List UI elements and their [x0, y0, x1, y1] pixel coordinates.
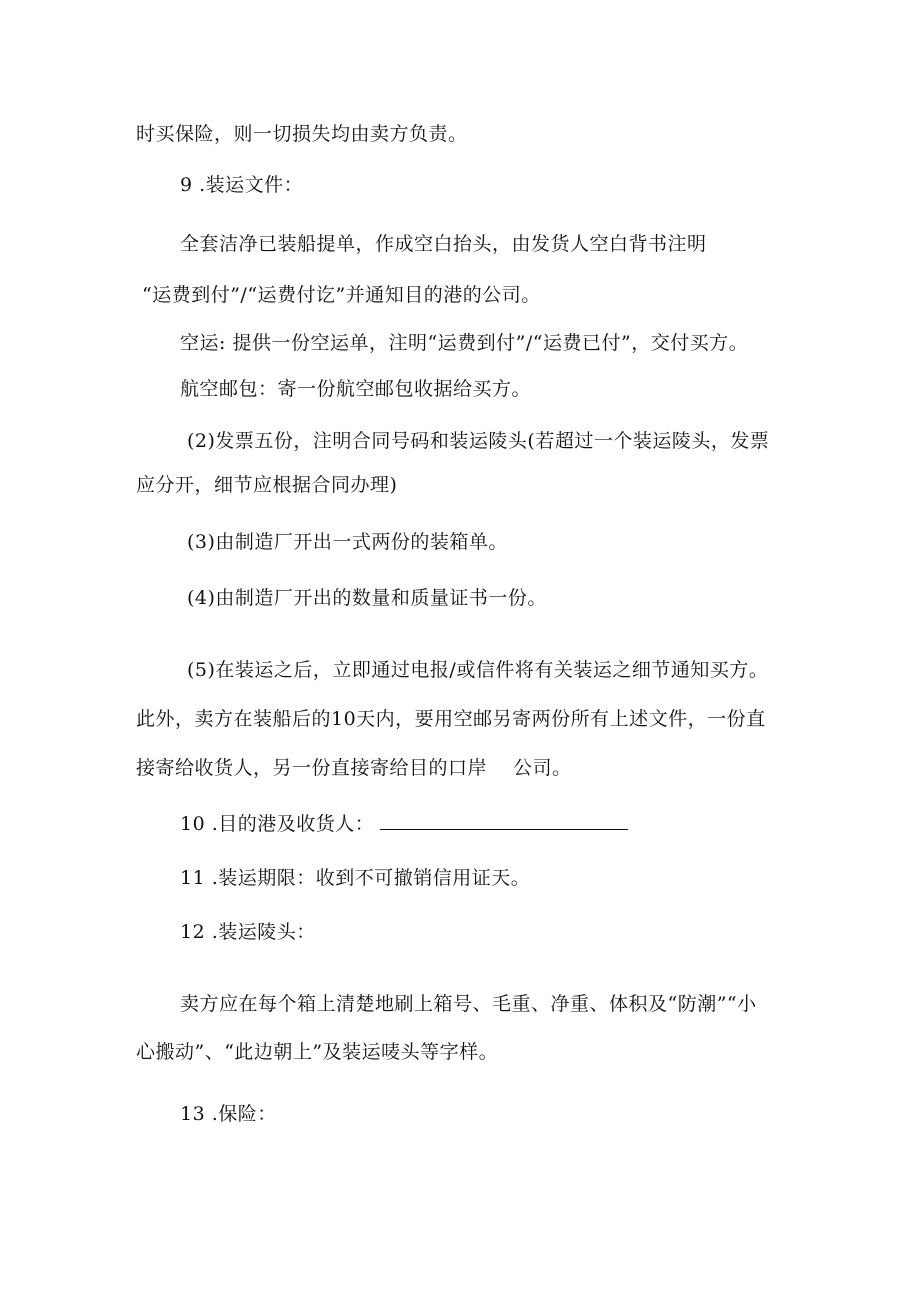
paragraph-line: “运费到付”/“运费付讫”并通知目的港的公司。: [142, 284, 541, 306]
paragraph-line: (3)由制造厂开出一式两份的装箱单。: [187, 531, 508, 553]
line-text: 接寄给收货人，另一份直接寄给目的口岸: [136, 757, 488, 779]
paragraph-line: 此外，卖方在装船后的10天内，要用空邮另寄两份所有上述文件，一份直: [136, 708, 766, 730]
section-heading-shipping-documents: 9 .装运文件：: [180, 174, 304, 196]
section-heading-shipping-marks: 12 .装运陵头：: [180, 921, 316, 943]
paragraph-line: (5)在装运之后，立即通过电报/或信件将有关装运之细节通知买方。: [187, 659, 769, 681]
fill-in-blank[interactable]: [380, 812, 628, 830]
section-heading-destination-port: [180, 812, 628, 836]
paragraph-line: 应分开，细节应根据合同办理): [136, 474, 398, 496]
line-text: 公司。: [513, 757, 572, 779]
section-heading-shipment-period: 11 .装运期限：收到不可撤销信用证天。: [180, 867, 531, 889]
section-heading-insurance: 13 .保险：: [180, 1103, 277, 1125]
paragraph-line: 时买保险，则一切损失均由卖方负责。: [136, 123, 468, 145]
paragraph-line: 航空邮包：寄一份航空邮包收据给买方。: [180, 378, 532, 400]
paragraph-line: (2)发票五份，注明合同号码和装运陵头(若超过一个装运陵头，发票: [187, 430, 770, 452]
paragraph-line: 空运: 提供一份空运单，注明“运费到付”/“运费已付”，交付买方。: [180, 332, 749, 354]
paragraph-line: 卖方应在每个箱上清楚地刷上箱号、毛重、净重、体积及“防潮”“小: [180, 993, 757, 1015]
heading-text: 10 .目的港及收货人：: [180, 813, 375, 835]
paragraph-line: 心搬动”、“此边朝上”及装运唛头等字样。: [136, 1041, 499, 1063]
paragraph-line: 全套洁净已装船提单，作成空白抬头，由发货人空白背书注明: [180, 233, 707, 255]
paragraph-line: [136, 756, 572, 780]
paragraph-line: (4)由制造厂开出的数量和质量证书一份。: [187, 587, 547, 609]
